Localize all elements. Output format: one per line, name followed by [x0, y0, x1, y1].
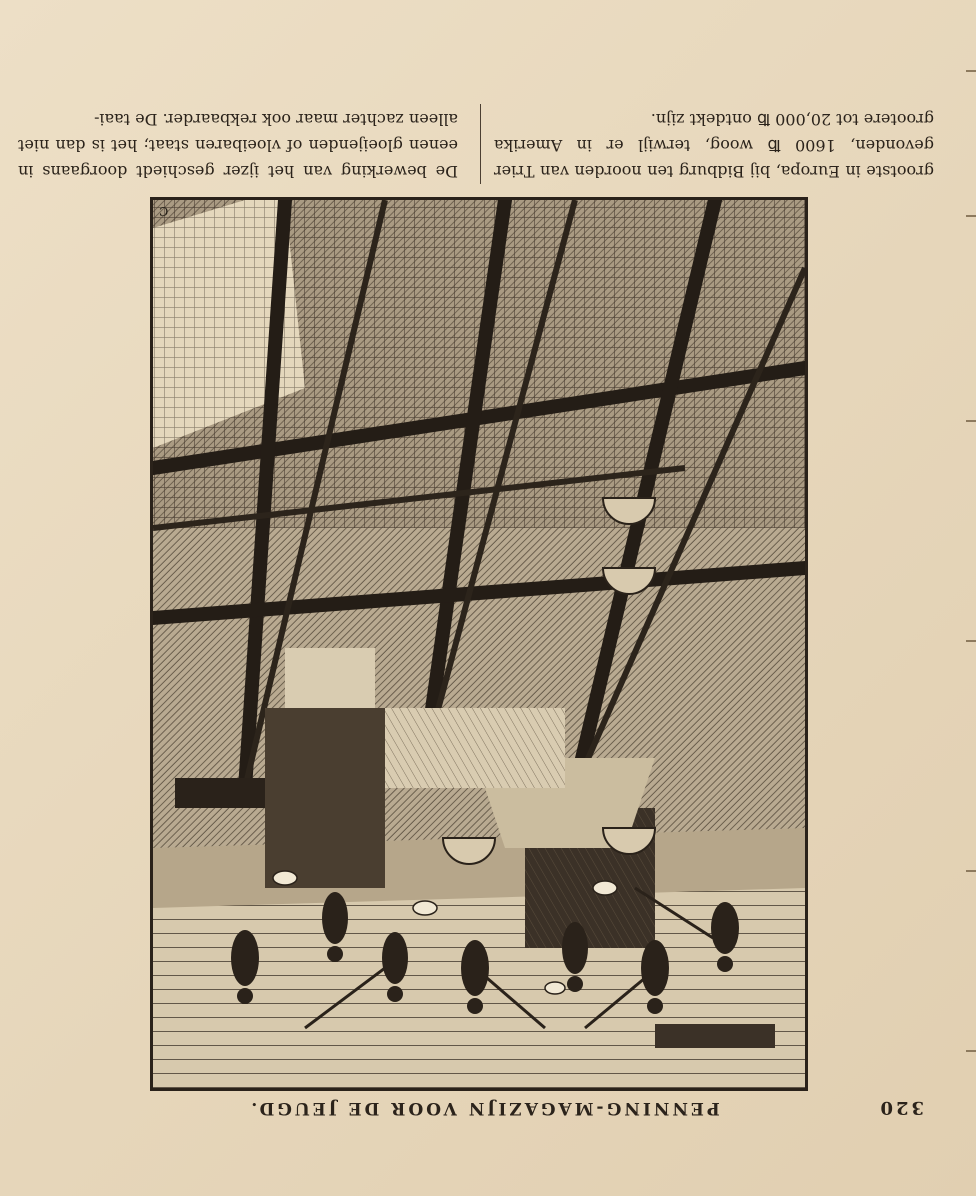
engraving-ironworks	[150, 197, 808, 1091]
engraving-illustration	[153, 200, 805, 1088]
paragraph-left: grootste in Europa, bij Bidburg ten noorden van Trier gevonden, 1600 ℔ woog, terwijl er in Amerika grootere tot 20,000 ℔ ontdekt zijn.	[494, 110, 934, 181]
journal-title: PENNING-MAGAZIJN VOOR DE JEUGD.	[248, 1098, 720, 1118]
paragraph-right: De bewerking van het ijzer geschiedt doorgaans in eenen gloeijenden of vloeibaren staat; het is dan niet alleen zachter maar ook rekbaarder. De taai-	[18, 110, 458, 181]
running-head	[44, 1088, 924, 1118]
page-number: 320	[877, 1097, 924, 1118]
figure-letter: C	[159, 204, 169, 218]
column-divider	[480, 104, 481, 184]
text-column-left	[494, 106, 934, 184]
text-column-right	[18, 106, 458, 184]
